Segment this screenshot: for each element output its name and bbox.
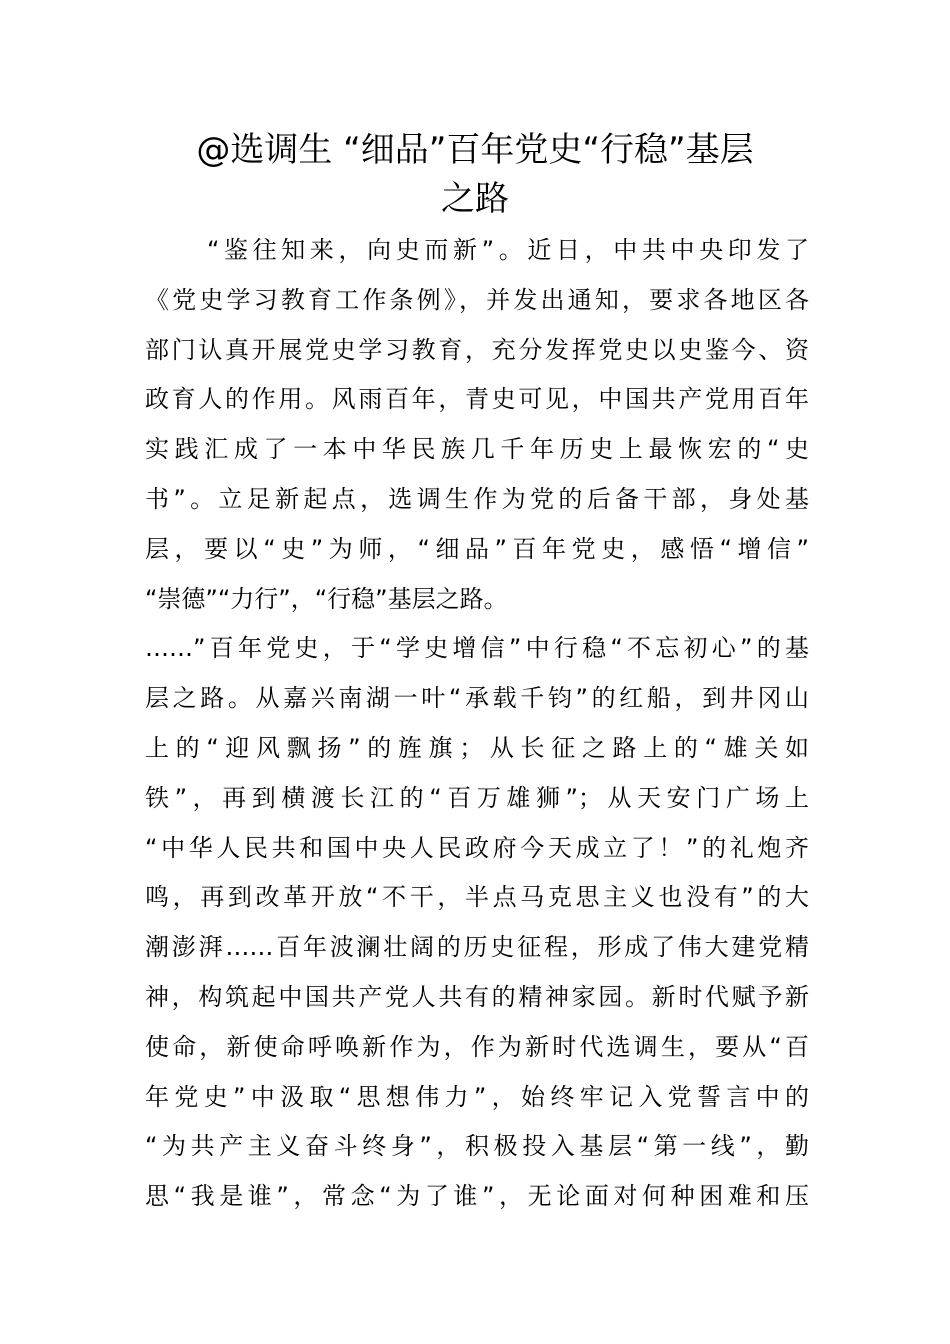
paragraph-line: 层之路。从嘉兴南湖一叶“承载千钧”的红船，到井冈山 (145, 684, 809, 713)
article-title (140, 126, 810, 224)
paragraph-line: 神，构筑起中国共产党人共有的精神家园。新时代赋予新 (145, 982, 809, 1011)
paragraph-line: 层，要以“史”为师，“细品”百年党史，感悟“增信” (145, 534, 809, 563)
paragraph-line: 潮澎湃……百年波澜壮阔的历史征程，形成了伟大建党精 (145, 933, 809, 962)
paragraph-line: 实践汇成了一本中华民族几千年历史上最恢宏的“史 (145, 435, 809, 464)
paragraph-line: “崇德”“力行”，“行稳”基层之路。 (145, 584, 508, 613)
paragraph-line: 部门认真开展党史学习教育，充分发挥党史以史鉴今、资 (145, 335, 809, 364)
paragraph-line: 鸣，再到改革开放“不干，半点马克思主义也没有”的大 (145, 883, 809, 912)
paragraph-line: “鉴往知来，向史而新”。近日，中共中央印发了 (207, 236, 809, 264)
paragraph-line: 书”。立足新起点，选调生作为党的后备干部，身处基 (145, 484, 809, 513)
title-line: @选调生 “细品”百年党史“行稳”基层 (196, 130, 754, 170)
article-body (145, 226, 809, 1222)
paragraph-line: 上的“迎风飘扬”的旌旗；从长征之路上的“雄关如 (145, 733, 809, 762)
paragraph-line: “为共产主义奋斗终身”，积极投入基层“第一线”，勤 (145, 1132, 809, 1161)
paragraph-line: 年党史”中汲取“思想伟力”，始终牢记入党誓言中的 (145, 1082, 809, 1111)
paragraph-line: ……”百年党史，于“学史增信”中行稳“不忘初心”的基 (145, 634, 809, 663)
paragraph-line: “中华人民共和国中央人民政府今天成立了！”的礼炮齐 (145, 833, 809, 862)
paragraph-line: 使命，新使命呼唤新作为，作为新时代选调生，要从“百 (145, 1032, 809, 1061)
paragraph-line: 政育人的作用。风雨百年，青史可见，中国共产党用百年 (145, 385, 809, 414)
paragraph-line: 《党史学习教育工作条例》，并发出通知，要求各地区各 (145, 285, 809, 314)
paragraph-line: 思“我是谁”，常念“为了谁”，无论面对何种困难和压 (145, 1182, 809, 1211)
paragraph-line: 铁”，再到横渡长江的“百万雄狮”；从天安门广场上 (145, 783, 809, 812)
title-line: 之路 (441, 179, 509, 219)
